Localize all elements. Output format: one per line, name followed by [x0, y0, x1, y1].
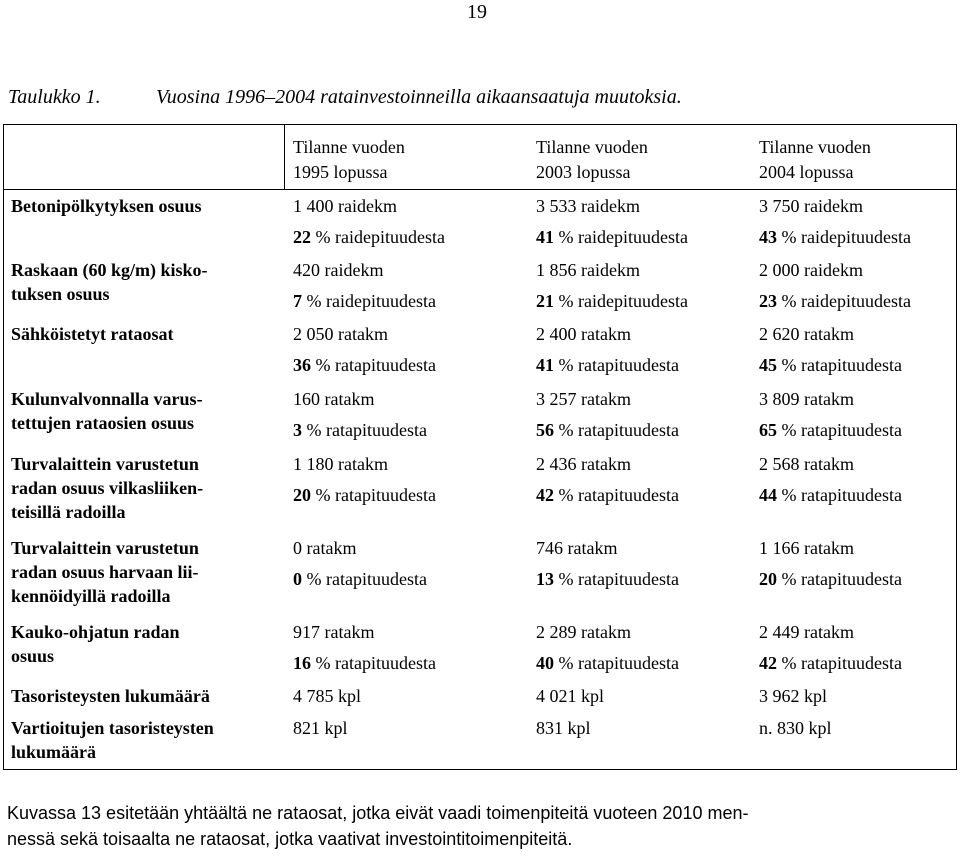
cell-value: 746 ratakm: [536, 538, 618, 558]
percentage-number: 22: [293, 227, 311, 247]
cell-percentage: [536, 354, 679, 377]
row-label: tuksen osuus: [11, 284, 110, 304]
caption-label: Taulukko 1.: [8, 86, 101, 108]
cell-percentage: [293, 290, 436, 313]
percentage-unit: % raidepituudesta: [781, 227, 911, 247]
percentage-unit: % ratapituudesta: [558, 420, 679, 440]
row-label: lukumäärä: [11, 742, 97, 762]
cell-value: 4 021 kpl: [536, 686, 605, 706]
row-label: Tasoristeysten lukumäärä: [11, 686, 210, 706]
percentage-number: 3: [293, 420, 302, 440]
row-label: Betonipölkytyksen osuus: [11, 196, 202, 216]
table-caption: [8, 86, 682, 109]
percentage-unit: % ratapituudesta: [315, 355, 436, 375]
percentage-number: 56: [536, 420, 554, 440]
body-line: Kuvassa 13 esitetään yhtäältä ne rataosat, jotka eivät vaadi toimenpiteitä vuoteen 2010 men-: [7, 803, 749, 823]
column-header: Tilanne vuoden: [759, 137, 871, 157]
cell-percentage: [536, 290, 688, 313]
percentage-unit: % ratapituudesta: [781, 355, 902, 375]
cell-value: 821 kpl: [293, 718, 348, 738]
cell-value: 3 962 kpl: [759, 686, 828, 706]
percentage-number: 41: [536, 355, 554, 375]
column-header: 2004 lopussa: [759, 162, 854, 182]
cell-value: 831 kpl: [536, 718, 591, 738]
percentage-number: 20: [759, 569, 777, 589]
cell-percentage: [293, 419, 427, 442]
cell-value: 3 533 raidekm: [536, 196, 640, 216]
percentage-unit: % ratapituudesta: [781, 653, 902, 673]
cell-value: 2 449 ratakm: [759, 622, 854, 642]
percentage-number: 42: [759, 653, 777, 673]
cell-percentage: [536, 484, 679, 507]
column-header: 2003 lopussa: [536, 162, 631, 182]
percentage-number: 7: [293, 291, 302, 311]
percentage-unit: % ratapituudesta: [781, 485, 902, 505]
row-label: osuus: [11, 646, 55, 666]
percentage-number: 45: [759, 355, 777, 375]
percentage-number: 65: [759, 420, 777, 440]
percentage-number: 41: [536, 227, 554, 247]
percentage-number: 16: [293, 653, 311, 673]
cell-percentage: [759, 652, 902, 675]
table-column-divider: [284, 124, 285, 189]
row-label: radan osuus vilkasliiken-: [11, 478, 204, 498]
cell-percentage: [293, 226, 445, 249]
cell-value: 160 ratakm: [293, 389, 375, 409]
cell-percentage: [536, 226, 688, 249]
percentage-unit: % raidepituudesta: [306, 291, 436, 311]
cell-value: 4 785 kpl: [293, 686, 362, 706]
cell-value: 2 050 ratakm: [293, 324, 388, 344]
percentage-number: 44: [759, 485, 777, 505]
cell-value: 2 400 ratakm: [536, 324, 631, 344]
cell-percentage: [293, 568, 427, 591]
cell-value: 0 ratakm: [293, 538, 357, 558]
table-header-divider: [3, 189, 957, 190]
row-label: kennöidyillä radoilla: [11, 586, 171, 606]
cell-value: 2 436 ratakm: [536, 454, 631, 474]
row-label: Turvalaittein varustetun: [11, 538, 199, 558]
cell-percentage: [759, 419, 902, 442]
cell-percentage: [759, 568, 902, 591]
cell-value: 420 raidekm: [293, 260, 384, 280]
row-label: radan osuus harvaan lii-: [11, 562, 199, 582]
percentage-unit: % ratapituudesta: [781, 569, 902, 589]
cell-value: n. 830 kpl: [759, 718, 832, 738]
row-label: Kulunvalvonnalla varus-: [11, 389, 203, 409]
cell-value: 1 180 ratakm: [293, 454, 388, 474]
row-label: Turvalaittein varustetun: [11, 454, 199, 474]
body-paragraph: [7, 800, 955, 852]
percentage-number: 0: [293, 569, 302, 589]
percentage-unit: % raidepituudesta: [781, 291, 911, 311]
row-label: Kauko-ohjatun radan: [11, 622, 180, 642]
cell-value: 3 257 ratakm: [536, 389, 631, 409]
column-header: Tilanne vuoden: [536, 137, 648, 157]
percentage-unit: % raidepituudesta: [558, 291, 688, 311]
cell-percentage: [293, 484, 436, 507]
percentage-unit: % ratapituudesta: [558, 653, 679, 673]
percentage-unit: % ratapituudesta: [558, 569, 679, 589]
cell-value: 917 ratakm: [293, 622, 375, 642]
caption-text: Vuosina 1996–2004 ratainvestoinneilla aikaansaatuja muutoksia.: [156, 86, 682, 108]
cell-value: 2 000 raidekm: [759, 260, 863, 280]
cell-percentage: [536, 568, 679, 591]
percentage-unit: % raidepituudesta: [315, 227, 445, 247]
percentage-number: 36: [293, 355, 311, 375]
row-label: teisillä radoilla: [11, 502, 126, 522]
column-header: Tilanne vuoden: [293, 137, 405, 157]
cell-value: 2 620 ratakm: [759, 324, 854, 344]
cell-percentage: [759, 354, 902, 377]
cell-value: 1 856 raidekm: [536, 260, 640, 280]
percentage-number: 21: [536, 291, 554, 311]
row-label: tettujen rataosien osuus: [11, 413, 194, 433]
row-label: Vartioitujen tasoristeysten: [11, 718, 214, 738]
page-number: 19: [467, 1, 487, 23]
cell-value: 1 166 ratakm: [759, 538, 854, 558]
percentage-number: 13: [536, 569, 554, 589]
percentage-number: 20: [293, 485, 311, 505]
percentage-number: 40: [536, 653, 554, 673]
percentage-number: 43: [759, 227, 777, 247]
cell-value: 1 400 raidekm: [293, 196, 397, 216]
cell-percentage: [536, 652, 679, 675]
row-label: Raskaan (60 kg/m) kisko-: [11, 260, 208, 280]
cell-percentage: [759, 290, 911, 313]
cell-percentage: [536, 419, 679, 442]
cell-percentage: [293, 354, 436, 377]
body-line: nessä sekä toisaalta ne rataosat, jotka vaativat investointitoimenpiteitä.: [7, 829, 573, 849]
column-header: 1995 lopussa: [293, 162, 388, 182]
cell-value: 2 568 ratakm: [759, 454, 854, 474]
cell-percentage: [293, 652, 436, 675]
cell-percentage: [759, 484, 902, 507]
percentage-unit: % ratapituudesta: [315, 653, 436, 673]
cell-value: 3 750 raidekm: [759, 196, 863, 216]
percentage-unit: % raidepituudesta: [558, 227, 688, 247]
percentage-unit: % ratapituudesta: [306, 420, 427, 440]
percentage-number: 23: [759, 291, 777, 311]
cell-value: 3 809 ratakm: [759, 389, 854, 409]
percentage-unit: % ratapituudesta: [558, 485, 679, 505]
row-label: Sähköistetyt rataosat: [11, 324, 174, 344]
cell-percentage: [759, 226, 911, 249]
percentage-number: 42: [536, 485, 554, 505]
cell-value: 2 289 ratakm: [536, 622, 631, 642]
percentage-unit: % ratapituudesta: [781, 420, 902, 440]
percentage-unit: % ratapituudesta: [558, 355, 679, 375]
percentage-unit: % ratapituudesta: [315, 485, 436, 505]
percentage-unit: % ratapituudesta: [306, 569, 427, 589]
